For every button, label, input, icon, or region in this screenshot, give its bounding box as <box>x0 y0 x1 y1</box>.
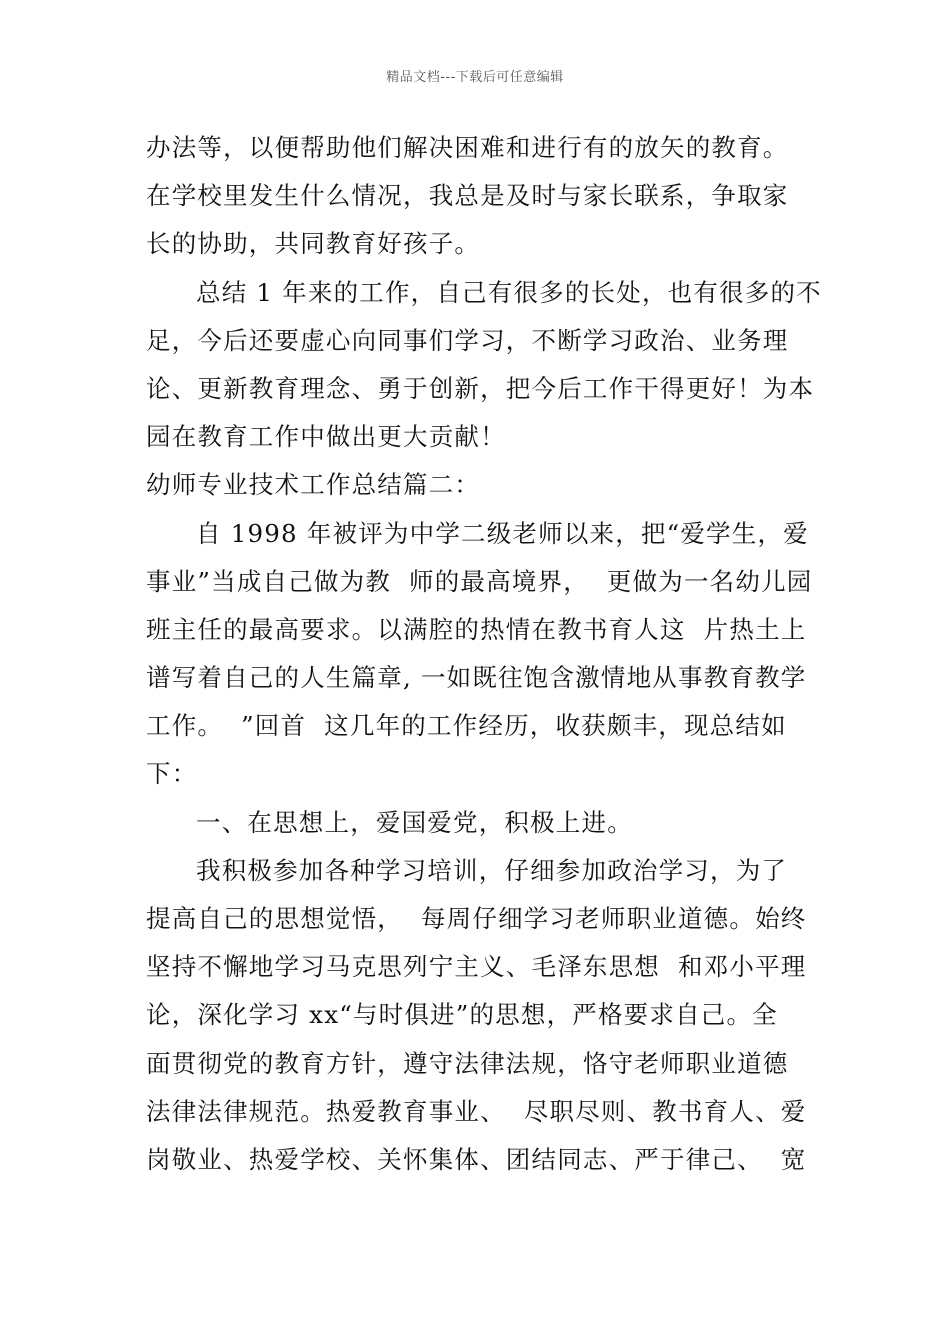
text-line: 总结 1 年来的工作，自己有很多的长处，也有很多的不 <box>196 277 822 307</box>
text-line: 我积极参加各种学习培训，仔细参加政治学习，为了 <box>196 855 788 885</box>
text-line: 足，今后还要虚心向同事们学习，不断学习政治、业务理 <box>146 325 789 355</box>
text-line: 工作。 ”回首 这几年的工作经历，收获颇丰，现总结如 <box>146 711 787 741</box>
text-line: 坚持不懈地学习马克思列宁主义、毛泽东思想 和邓小平理 <box>146 952 807 982</box>
text-line: 谱写着自己的人生篇章, 一如既往饱含激情地从事教育教学 <box>146 663 807 693</box>
text-line: 班主任的最高要求。以满腔的热情在教书育人这 片热土上 <box>146 614 807 644</box>
text-line: 办法等，以便帮助他们解决困难和进行有的放矢的教育。 <box>146 133 789 162</box>
text-line: 园在教育工作中做出更大贡献！ <box>146 422 506 452</box>
text-line: 自 1998 年被评为中学二级老师以来，把“爱学生，爱 <box>196 518 809 548</box>
text-line: 面贯彻党的教育方针，遵守法律法规，恪守老师职业道德 <box>146 1048 789 1078</box>
text-line: 提高自己的思想觉悟， 每周仔细学习老师职业道德。始终 <box>146 904 807 933</box>
text-line: 论，深化学习 xx“与时俱进”的思想，严格要求自己。全 <box>146 1000 778 1030</box>
subheading-line: 一、在思想上，爱国爱党，积极上进。 <box>196 807 633 837</box>
text-line: 事业”当成自己做为教 师的最高境界， 更做为一名幼儿园 <box>146 566 813 596</box>
text-line: 在学校里发生什么情况，我总是及时与家长联系，争取家 <box>146 181 789 211</box>
text-line: 论、更新教育理念、勇于创新，把今后工作干得更好！为本 <box>146 373 815 403</box>
text-line: 长的协助，共同教育好孩子。 <box>146 229 481 259</box>
section-heading: 幼师专业技术工作总结篇二： <box>146 470 481 500</box>
text-line: 下： <box>146 759 198 789</box>
page-header: 精品文档---下载后可任意编辑 <box>386 70 564 85</box>
text-line: 岗敬业、热爱学校、关怀集体、团结同志、严于律己、 宽 <box>146 1144 807 1174</box>
document-body <box>146 124 822 1184</box>
text-line: 法律法律规范。热爱教育事业、 尽职尽则、教书育人、爱 <box>146 1096 807 1126</box>
